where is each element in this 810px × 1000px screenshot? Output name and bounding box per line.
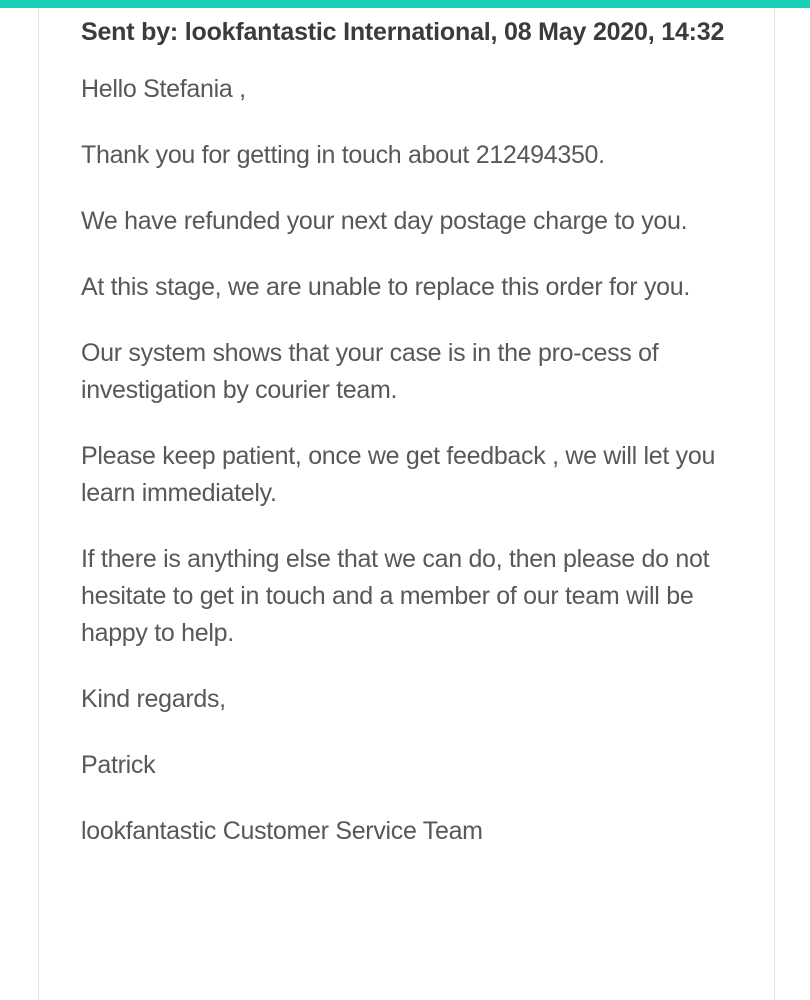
message-header: Sent by: lookfantastic International, 08 May 2020, 14:32 [81, 18, 725, 46]
message-paragraph: At this stage, we are unable to replace this order for you. [81, 272, 691, 301]
message-body [81, 71, 730, 850]
message-paragraph: Please keep patient, once we get feedback , we will let you learn immediately. [81, 441, 716, 507]
message-paragraph: lookfantastic Customer Service Team [81, 816, 483, 845]
message-paragraph: Thank you for getting in touch about 212494350. [81, 140, 605, 169]
message-paragraph: We have refunded your next day postage charge to you. [81, 206, 688, 235]
message-paragraph: Patrick [81, 750, 156, 779]
right-gutter [774, 8, 810, 1000]
message-paragraph: If there is anything else that we can do, then please do not hesitate to get in touch and a member of our team will be happy to help. [81, 544, 710, 647]
message-paragraph: Hello Stefania , [81, 74, 246, 103]
message-paragraph: Our system shows that your case is in the pro-cess of investigation by courier team. [81, 338, 659, 404]
message-paragraph: Kind regards, [81, 684, 226, 713]
message-card [40, 8, 774, 1000]
accent-top-bar [0, 0, 810, 8]
left-gutter [0, 8, 39, 1000]
